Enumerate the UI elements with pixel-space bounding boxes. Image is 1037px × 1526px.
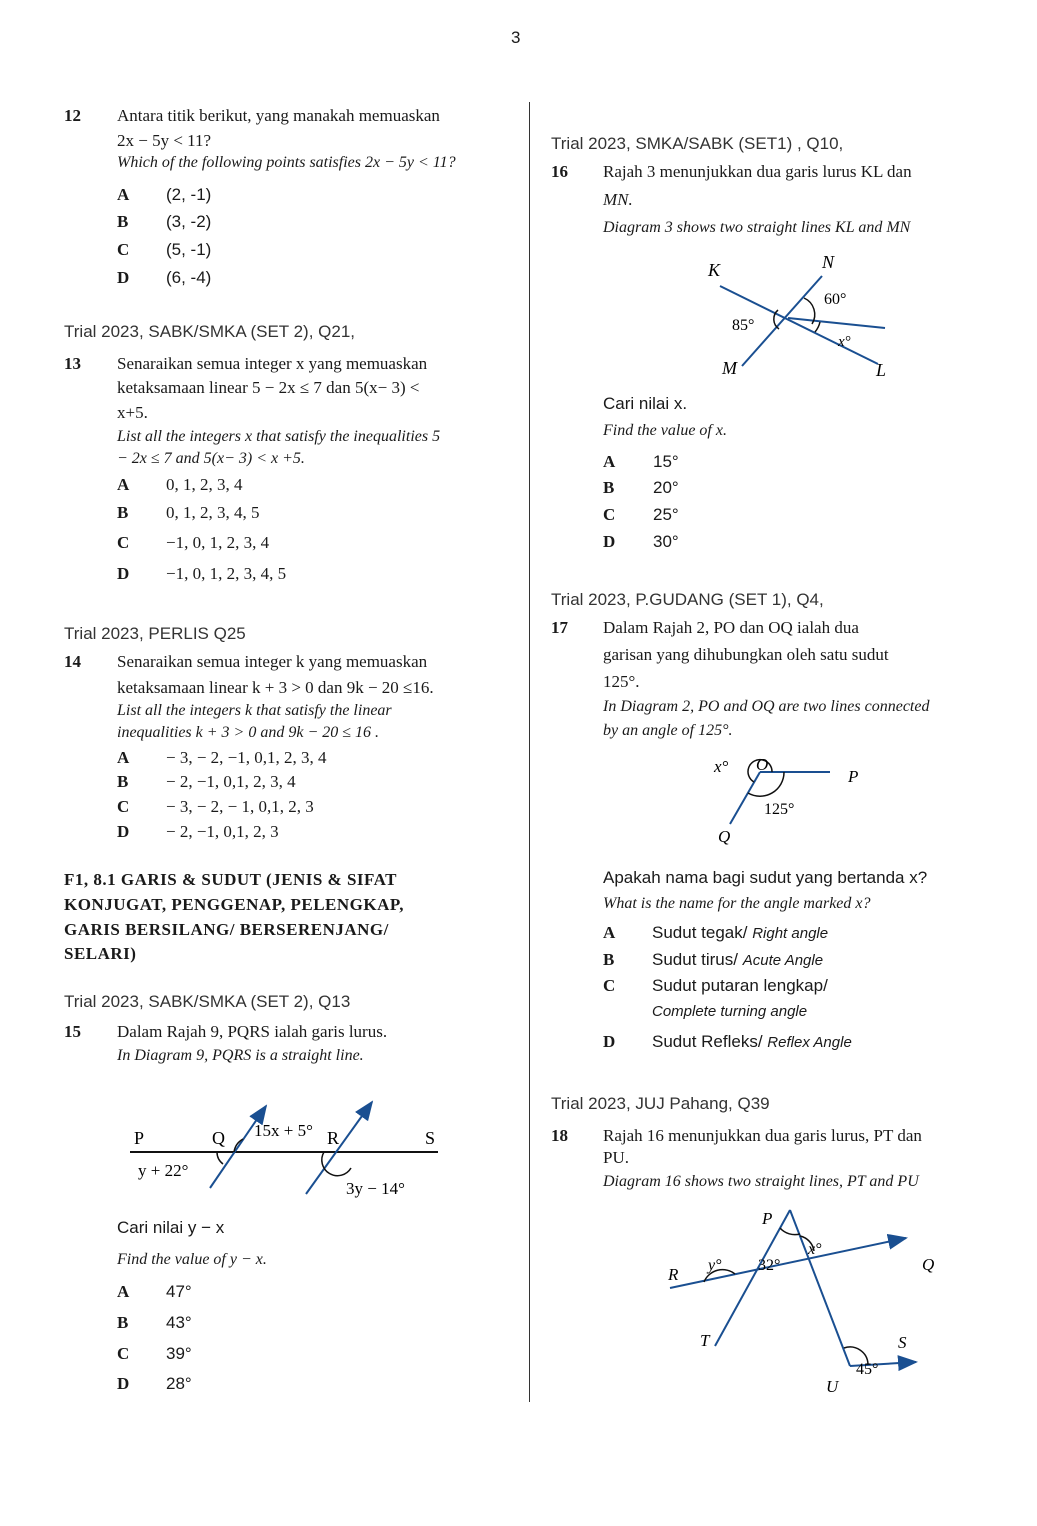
question-ask-en: Find the value of y − x. [117, 1251, 267, 1268]
option-text[interactable]: − 2, −1, 0,1, 2, 3, 4 [166, 772, 296, 791]
option-letter[interactable]: B [603, 478, 615, 497]
diagram-3 [700, 252, 900, 380]
option-letter[interactable]: A [117, 748, 130, 767]
angle-label-45: 45° [856, 1361, 879, 1378]
label-s: S [898, 1333, 907, 1352]
question-source: Trial 2023, SMKA/SABK (SET1) , Q10, [551, 134, 844, 153]
option-text[interactable]: (2, -1) [166, 185, 212, 204]
option-letter[interactable]: C [603, 505, 616, 524]
column-divider [529, 102, 530, 1402]
question-text-en: Diagram 3 shows two straight lines KL and MN [603, 219, 911, 236]
label-r: R [668, 1265, 679, 1284]
question-text-en: List all the integers k that satisfy the linear [117, 702, 392, 719]
option-text[interactable]: (5, -1) [166, 240, 212, 259]
option-letter[interactable]: C [117, 533, 130, 552]
option-text-ms: Sudut tegak/ [652, 923, 748, 942]
option-text[interactable]: 25° [653, 505, 679, 524]
option-letter[interactable]: B [117, 772, 129, 791]
question-number: 17 [551, 618, 568, 637]
section-heading-line: GARIS BERSILANG/ BERSERENJANG/ [64, 920, 389, 939]
angle-label-x: x° [838, 334, 851, 350]
option-text[interactable]: 0, 1, 2, 3, 4, 5 [166, 503, 260, 522]
label-u: U [826, 1377, 839, 1396]
option-letter[interactable]: B [117, 212, 129, 231]
question-text-ms: Senaraikan semua integer x yang memuaskan [117, 354, 428, 373]
option-letter[interactable]: C [603, 976, 616, 995]
page-number: 3 [511, 28, 521, 47]
option-text[interactable]: (3, -2) [166, 212, 212, 231]
question-text-en: − 2x ≤ 7 and 5(x− 3) < x +5. [117, 450, 305, 467]
option-text[interactable]: 0, 1, 2, 3, 4 [166, 475, 243, 494]
option-text[interactable]: − 2, −1, 0,1, 2, 3 [166, 822, 279, 841]
line-pt [715, 1210, 790, 1346]
question-ask-en: Find the value of x. [603, 422, 727, 439]
angle-arc [217, 1152, 223, 1164]
option-text[interactable]: − 3, − 2, − 1, 0,1, 2, 3 [166, 797, 314, 816]
option-letter[interactable]: A [117, 1282, 130, 1301]
option-text[interactable] [652, 950, 823, 970]
question-number: 15 [64, 1022, 81, 1041]
angle-label-32: 32° [758, 1257, 781, 1274]
angle-label-y: y° [708, 1257, 722, 1274]
question-source: Trial 2023, PERLIS Q25 [64, 624, 246, 643]
label-s: S [425, 1128, 436, 1148]
option-letter[interactable]: C [117, 1344, 130, 1363]
option-text[interactable]: 30° [653, 532, 679, 551]
question-text-ms: ketaksamaan linear 5 − 2x ≤ 7 dan 5(x− 3) < [117, 378, 420, 397]
option-letter[interactable]: C [117, 240, 130, 259]
option-letter[interactable]: D [117, 564, 130, 583]
question-ask-en: What is the name for the angle marked x? [603, 895, 871, 912]
angle-label-3y-14: 3y − 14° [346, 1179, 405, 1198]
label-l: L [876, 360, 887, 380]
angle-arc-x [815, 322, 820, 332]
option-letter[interactable]: A [603, 452, 616, 471]
question-text-ms: garisan yang dihubungkan oleh satu sudut [603, 645, 889, 664]
question-number: 12 [64, 106, 81, 125]
label-p: P [762, 1209, 773, 1228]
option-letter[interactable]: A [603, 923, 616, 942]
option-letter[interactable]: C [117, 797, 130, 816]
angle-label-125: 125° [764, 801, 795, 818]
angle-label-85: 85° [732, 317, 755, 334]
diagram-16 [660, 1196, 940, 1396]
question-text-ms: Dalam Rajah 9, PQRS ialah garis lurus. [117, 1022, 388, 1041]
option-text[interactable]: 28° [166, 1374, 192, 1393]
label-n: N [822, 252, 835, 272]
question-text-ms: Dalam Rajah 2, PO dan OQ ialah dua [603, 618, 859, 637]
question-text-en: In Diagram 9, PQRS is a straight line. [117, 1047, 364, 1064]
option-text-en: Reflex Angle [767, 1034, 852, 1051]
angle-arc [322, 1152, 351, 1176]
option-text[interactable] [652, 1032, 852, 1052]
question-text-ms: Rajah 16 menunjukkan dua garis lurus, PT dan [603, 1126, 922, 1145]
label-t: T [700, 1331, 710, 1350]
angle-label-15x-5: 15x + 5° [254, 1121, 313, 1140]
section-heading-line: KONJUGAT, PENGGENAP, PELENGKAP, [64, 895, 404, 914]
question-ask-ms: Apakah nama bagi sudut yang bertanda x? [603, 868, 928, 887]
diagram-9 [120, 1088, 450, 1208]
option-text-ms[interactable]: Sudut putaran lengkap/ [652, 976, 828, 995]
option-text[interactable]: (6, -4) [166, 268, 212, 287]
question-number: 13 [64, 354, 81, 373]
option-text[interactable]: 20° [653, 478, 679, 497]
label-r: R [327, 1128, 340, 1148]
question-text-ms: Senaraikan semua integer k yang memuaskan [117, 652, 428, 671]
question-text-ms: 2x − 5y < 11? [117, 131, 212, 150]
section-heading-line: SELARI) [64, 944, 137, 963]
question-text-en: List all the integers x that satisfy the inequalities 5 [117, 428, 441, 445]
question-source: Trial 2023, JUJ Pahang, Q39 [551, 1094, 770, 1113]
option-letter[interactable]: D [603, 532, 616, 551]
option-letter[interactable]: D [117, 268, 130, 287]
angle-label-x: x° [808, 1241, 822, 1258]
option-text[interactable]: 43° [166, 1313, 192, 1332]
option-letter[interactable]: D [117, 822, 130, 841]
option-letter[interactable]: B [117, 503, 129, 522]
option-text[interactable]: 15° [653, 452, 679, 471]
label-q: Q [922, 1255, 935, 1274]
option-letter[interactable]: A [117, 475, 130, 494]
question-text-en: In Diagram 2, PO and OQ are two lines connected [603, 698, 930, 715]
line-pu [790, 1210, 850, 1366]
question-text-ms: x+5. [117, 403, 148, 422]
label-o: O [756, 755, 769, 774]
label-k: K [708, 260, 721, 280]
option-text[interactable]: −1, 0, 1, 2, 3, 4, 5 [166, 564, 287, 583]
option-letter[interactable]: B [117, 1313, 129, 1332]
question-text-ms: PU. [603, 1148, 629, 1167]
option-letter[interactable]: B [603, 950, 615, 969]
option-text[interactable] [652, 923, 828, 943]
option-text[interactable]: 47° [166, 1282, 192, 1301]
question-text-ms: MN. [603, 190, 633, 209]
angle-label-60: 60° [824, 291, 847, 308]
option-letter[interactable]: D [603, 1032, 616, 1051]
label-q: Q [718, 827, 731, 846]
question-text-en: by an angle of 125°. [603, 722, 733, 739]
question-source: Trial 2023, SABK/SMKA (SET 2), Q21, [64, 322, 356, 341]
angle-label-x: x° [714, 757, 729, 776]
question-text-en: Diagram 16 shows two straight lines, PT and PU [603, 1173, 919, 1190]
question-text-en: Which of the following points satisfies 2x − 5y < 11? [117, 154, 456, 171]
option-text[interactable]: 39° [166, 1344, 192, 1363]
question-number: 18 [551, 1126, 568, 1145]
question-source: Trial 2023, P.GUDANG (SET 1), Q4, [551, 590, 824, 609]
option-text[interactable]: −1, 0, 1, 2, 3, 4 [166, 533, 270, 552]
question-ask-ms: Cari nilai y − x [117, 1218, 225, 1237]
label-p: P [134, 1128, 145, 1148]
question-source: Trial 2023, SABK/SMKA (SET 2), Q13 [64, 992, 351, 1011]
question-text-en: inequalities k + 3 > 0 and 9k − 20 ≤ 16 . [117, 724, 380, 741]
option-text-en: Right angle [752, 925, 829, 942]
label-p: P [848, 767, 859, 786]
angle-label-y-22: y + 22° [138, 1161, 189, 1180]
question-number: 14 [64, 652, 81, 671]
label-q: Q [212, 1128, 225, 1148]
line-oq [730, 772, 760, 824]
question-text-ms: Rajah 3 menunjukkan dua garis lurus KL dan [603, 162, 912, 181]
question-text-ms: Antara titik berikut, yang manakah memuaskan [117, 106, 440, 125]
option-text-en: Acute Angle [742, 952, 824, 969]
question-text-ms: ketaksamaan linear k + 3 > 0 dan 9k − 20 ≤16. [117, 678, 434, 697]
section-heading-line: F1, 8.1 GARIS & SUDUT (JENIS & SIFAT [64, 870, 398, 889]
diagram-2 [700, 748, 880, 852]
question-ask-ms: Cari nilai x. [603, 394, 688, 413]
question-number: 16 [551, 162, 568, 181]
option-letter[interactable]: A [117, 185, 130, 204]
question-text-ms: 125°. [603, 672, 640, 691]
option-text[interactable]: − 3, − 2, −1, 0,1, 2, 3, 4 [166, 748, 327, 767]
option-text-ms: Sudut tirus/ [652, 950, 738, 969]
option-text-en[interactable]: Complete turning angle [652, 1003, 808, 1020]
option-text-ms: Sudut Refleks/ [652, 1032, 763, 1051]
label-m: M [722, 358, 737, 378]
option-letter[interactable]: D [117, 1374, 130, 1393]
